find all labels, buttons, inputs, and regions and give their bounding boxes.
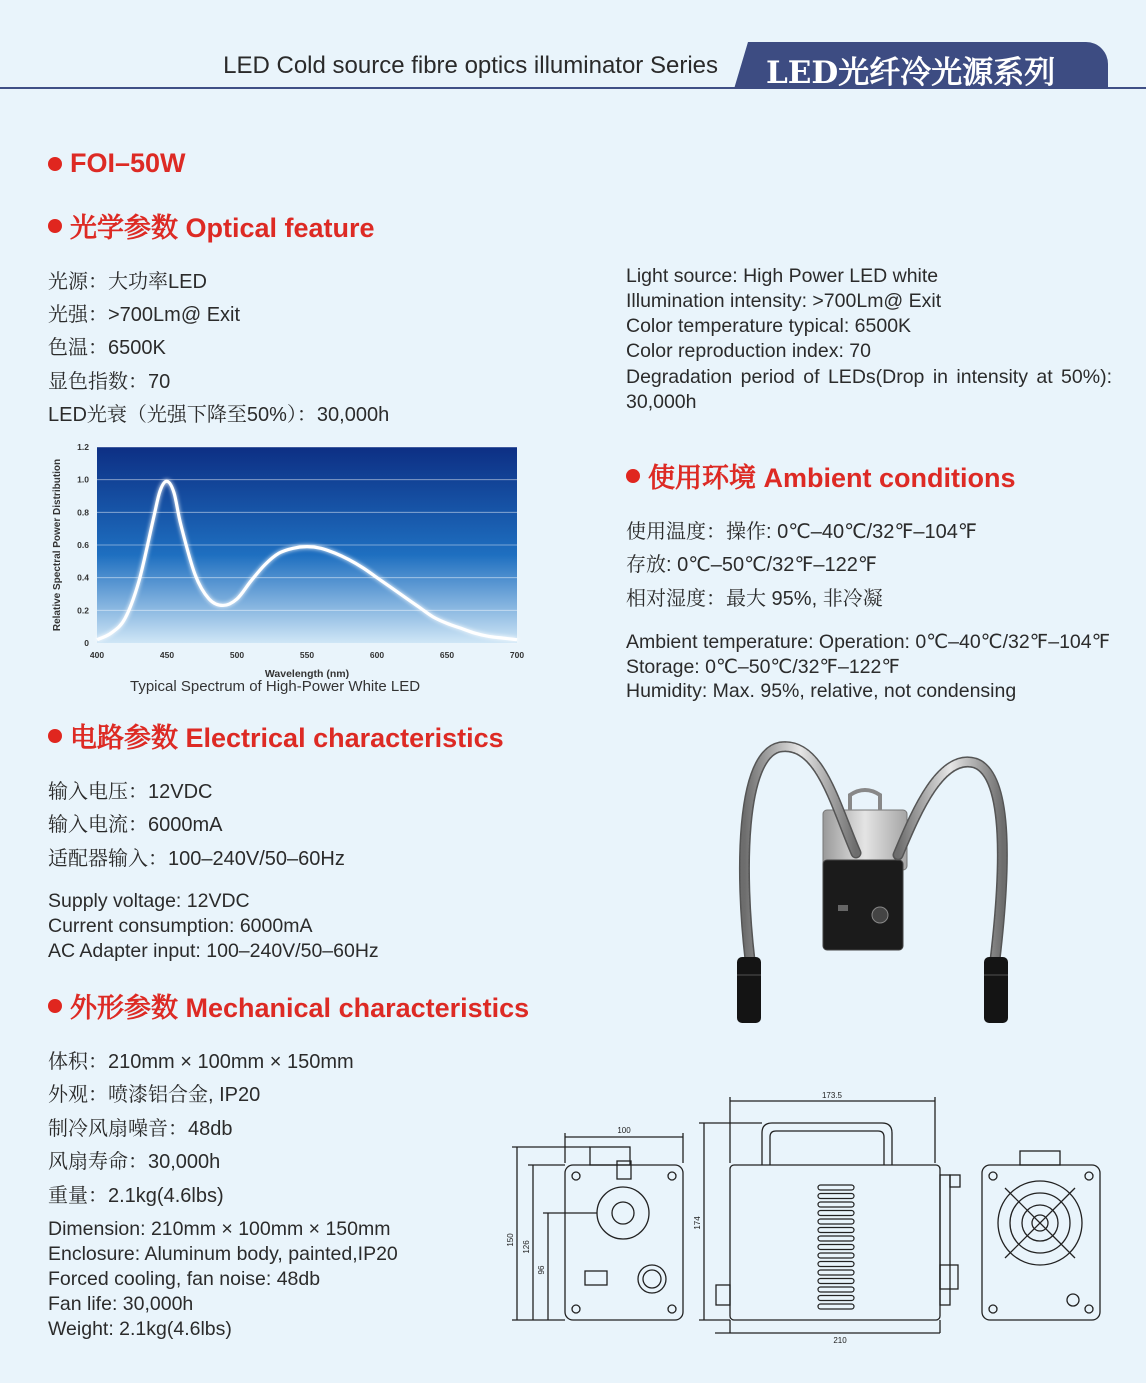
vent-slot	[818, 1211, 854, 1216]
mechanical-en-line: Weight: 2.1kg(4.6lbs)	[48, 1318, 232, 1340]
bullet-icon	[626, 469, 640, 483]
header-title-cn: LED光纤冷光源系列	[766, 55, 1056, 91]
optical-cn-line: 色温：6500K	[48, 337, 166, 359]
y-tick-label: 1.0	[77, 474, 89, 485]
x-tick-label: 400	[89, 650, 105, 660]
dim-height-174: 174	[693, 1216, 702, 1230]
front-view-drawing	[512, 1133, 683, 1320]
ambient-cn-line: 相对湿度：最大 95%, 非冷凝	[626, 588, 883, 610]
power-switch-icon	[838, 905, 848, 911]
electrical-cn-line: 输入电压：12VDC	[48, 781, 213, 803]
mechanical-cn-line: 风扇寿命：30,000h	[48, 1151, 221, 1173]
vent-slot	[818, 1296, 854, 1301]
y-tick-label: 0.4	[77, 572, 89, 583]
optical-en-line: Degradation period of LEDs(Drop in intensity at 50%): 30,000h	[626, 366, 1112, 413]
optical-en-line: Color temperature typical: 6500K	[626, 315, 912, 337]
bullet-icon	[48, 219, 62, 233]
dimension-drawings	[500, 1085, 1140, 1355]
optical-cn-line: 光源：大功率LED	[48, 271, 207, 293]
electrical-heading: 电路参数 Electrical characteristics	[48, 716, 504, 755]
ambient-en-line: Humidity: Max. 95%, relative, not condensing	[626, 680, 1017, 702]
dim-front-width: 100	[617, 1126, 631, 1135]
vent-slot	[818, 1219, 854, 1224]
mechanical-heading: 外形参数 Mechanical characteristics	[48, 986, 529, 1025]
optical-en-line: Light source: High Power LED white	[626, 265, 939, 287]
vent-slot	[818, 1262, 854, 1267]
mechanical-cn-line: 体积：210mm × 100mm × 150mm	[48, 1051, 354, 1073]
illuminator-handle	[850, 790, 880, 810]
header-title-en: LED Cold source fibre optics illuminator Series	[223, 52, 718, 79]
rear-view-drawing	[982, 1151, 1100, 1320]
x-tick-label: 500	[229, 650, 245, 660]
y-tick-label: 0.2	[77, 605, 89, 616]
vent-slots	[818, 1185, 854, 1309]
electrical-en-line: Current consumption: 6000mA	[48, 915, 313, 937]
vent-slot	[818, 1194, 854, 1199]
product-photo	[720, 735, 1050, 1035]
mechanical-en-line: Enclosure: Aluminum body, painted,IP20	[48, 1243, 398, 1265]
intensity-knob-icon	[872, 907, 888, 923]
vent-slot	[818, 1228, 854, 1233]
ambient-en-line: Storage: 0℃–50℃/32℉–122℉	[626, 656, 900, 678]
optical-en-line: Color reproduction index: 70	[626, 340, 871, 362]
ambient-cn-line: 使用温度：操作: 0℃–40℃/32℉–104℉	[626, 521, 977, 543]
dim-side-width: 173.5	[821, 1091, 843, 1100]
x-tick-label: 650	[439, 650, 455, 660]
vent-slot	[818, 1304, 854, 1309]
y-tick-label: 0	[84, 638, 89, 648]
vent-slot	[818, 1202, 854, 1207]
optical-cn-line: 显色指数：70	[48, 371, 171, 393]
vent-slot	[818, 1236, 854, 1241]
ambient-en-line: Ambient temperature: Operation: 0℃–40℃/32℉–104℉	[626, 631, 1111, 653]
dim-bottom-width: 210	[833, 1336, 847, 1345]
y-tick-label: 1.2	[77, 442, 89, 452]
mechanical-en-line: Forced cooling, fan noise: 48db	[48, 1268, 321, 1290]
dim-height-96: 96	[537, 1265, 546, 1275]
chart-title: Typical Spectrum of High-Power White LED	[130, 678, 421, 695]
y-axis-label: Relative Spectral Power Distribution	[52, 458, 63, 632]
x-axis-label: Wavelength (nm)	[264, 668, 350, 680]
optical-en-line: Illumination intensity: >700Lm@ Exit	[626, 290, 942, 312]
optical-heading: 光学参数 Optical feature	[48, 206, 375, 245]
y-tick-label: 0.8	[77, 507, 89, 518]
mechanical-en-line: Fan life: 30,000h	[48, 1293, 194, 1315]
x-tick-label: 600	[369, 650, 385, 660]
right-focusing-lens	[984, 957, 1008, 1023]
x-tick-label: 450	[159, 650, 175, 660]
vent-slot	[818, 1253, 854, 1258]
ambient-heading: 使用环境 Ambient conditions	[626, 456, 1016, 495]
vent-slot	[818, 1279, 854, 1284]
electrical-en-line: AC Adapter input: 100–240V/50–60Hz	[48, 940, 379, 962]
bullet-icon	[48, 729, 62, 743]
vent-slot	[818, 1185, 854, 1190]
model-name: FOI–50W	[70, 148, 186, 178]
mechanical-cn-line: 重量：2.1kg(4.6lbs)	[48, 1185, 224, 1207]
vent-slot	[818, 1270, 854, 1275]
electrical-cn-line: 输入电流：6000mA	[48, 814, 223, 836]
spectrum-chart	[40, 440, 540, 700]
bullet-icon	[48, 999, 62, 1013]
optical-cn-line: LED光衰（光强下降至50%）：30,000h	[48, 404, 390, 426]
vent-slot	[818, 1287, 854, 1292]
mechanical-en-line: Dimension: 210mm × 100mm × 150mm	[48, 1218, 391, 1240]
mechanical-cn-line: 外观：喷漆铝合金, IP20	[48, 1084, 261, 1106]
x-tick-label: 700	[509, 650, 525, 660]
mechanical-cn-line: 制冷风扇噪音：48db	[48, 1118, 233, 1140]
electrical-en-line: Supply voltage: 12VDC	[48, 890, 250, 912]
right-gooseneck	[898, 762, 1002, 960]
ambient-cn-line: 存放: 0℃–50℃/32℉–122℉	[626, 554, 877, 576]
x-tick-label: 550	[299, 650, 315, 660]
left-focusing-lens	[737, 957, 761, 1023]
model-heading	[48, 148, 186, 179]
electrical-cn-line: 适配器输入：100–240V/50–60Hz	[48, 848, 345, 870]
dim-height-150: 150	[506, 1233, 515, 1247]
bullet-icon	[48, 157, 62, 171]
optical-cn-line: 光强：>700Lm@ Exit	[48, 304, 241, 326]
illuminator-front-panel	[823, 860, 903, 950]
x-tick-labels	[90, 650, 524, 660]
y-tick-labels	[77, 442, 89, 648]
y-tick-label: 0.6	[77, 540, 89, 550]
vent-slot	[818, 1245, 854, 1250]
dim-height-126: 126	[522, 1240, 531, 1254]
